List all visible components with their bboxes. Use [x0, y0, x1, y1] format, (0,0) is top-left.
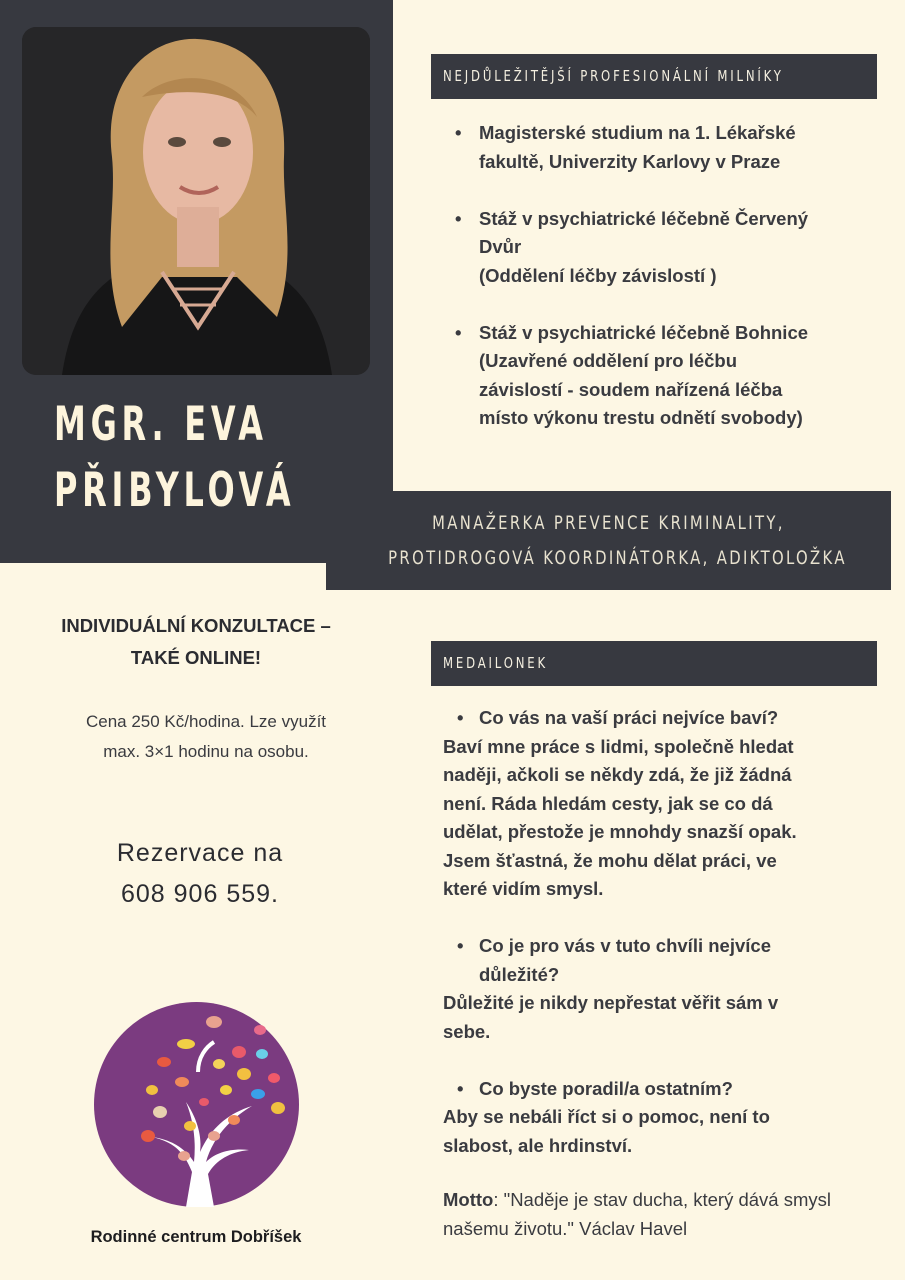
answer-line: Aby se nebáli říct si o pomoc, není to [443, 1106, 770, 1127]
name-line-2: PŘIBYLOVÁ [54, 463, 296, 518]
milestone-line: • Magisterské studium na 1. Lékařské [479, 122, 796, 143]
milestone-line: • Stáž v psychiatrické léčebně Bohnice [479, 321, 809, 343]
question [443, 1075, 883, 1104]
consultation-title [20, 610, 372, 674]
role-line-1: MANAŽERKA PREVENCE KRIMINALITY, [432, 512, 785, 534]
milestone-line: místo výkonu trestu odnětí svobody) [479, 407, 803, 428]
person-name [54, 392, 296, 524]
question-line: • Co byste poradil/a ostatním? [479, 1077, 733, 1099]
medailonek-header [431, 641, 877, 686]
milestones-header-text: NEJDŮLEŽITĚJŠÍ PROFESIONÁLNÍ MILNÍKY [443, 67, 784, 85]
answer-line: slabost, ale hrdinství. [443, 1134, 633, 1156]
answer [443, 989, 883, 1046]
milestones-list [452, 119, 872, 461]
question-line: důležité? [479, 963, 560, 985]
motto [443, 1186, 883, 1243]
answer-line: není. Ráda hledám cesty, jak se co dá [443, 792, 773, 814]
answer [443, 733, 883, 904]
answer-line: Důležité je nikdy nepřestat věřit sám v [443, 992, 779, 1013]
role-line-2: PROTIDROGOVÁ KOORDINÁTORKA, ADIKTOLOŽKA [388, 547, 847, 569]
answer-line: udělat, přestože je mnohdy snazší opak. [443, 821, 797, 842]
answer [443, 1103, 883, 1160]
answer-line: sebe. [443, 1020, 491, 1042]
person-role [326, 506, 891, 576]
price-line: Cena 250 Kč/hodina. Lze využít [85, 712, 327, 731]
milestone-line: Dvůr [479, 236, 522, 257]
list-item [452, 319, 872, 433]
motto-label: Motto [443, 1189, 494, 1210]
price-line: max. 3×1 hodinu na osobu. [103, 742, 309, 761]
answer-line: Jsem šťastná, že mohu dělat práci, ve [443, 849, 777, 871]
answer-line: naději, ačkoli se někdy zdá, že již žádná [443, 764, 792, 785]
organization-name: Rodinné centrum Dobříšek [90, 1228, 302, 1246]
consultation-title-line: INDIVIDUÁLNÍ KONZULTACE – [61, 615, 331, 636]
consultation-price [20, 707, 392, 767]
medailonek-header-text: MEDAILONEK [443, 654, 548, 672]
question [443, 704, 883, 733]
milestone-line: fakultě, Univerzity Karlovy v Praze [479, 150, 781, 172]
name-line-1: MGR. EVA [54, 397, 268, 452]
answer-line: Baví mne práce s lidmi, společně hledat [443, 735, 794, 757]
motto-text: : "Naděje je stav ducha, který dává smysl našemu životu." Václav Havel [443, 1189, 832, 1239]
milestone-line: (Oddělení léčby závislostí ) [479, 264, 717, 286]
organization-logo [94, 1002, 299, 1207]
consultation-title-line: TAKÉ ONLINE! [130, 647, 262, 668]
milestone-line: (Uzavřené oddělení pro léčbu [479, 350, 738, 371]
milestone-line: • Stáž v psychiatrické léčebně Červený [479, 207, 809, 229]
question-line: • Co je pro vás v tuto chvíli nejvíce [479, 935, 771, 956]
list-item [452, 205, 872, 291]
question-line: • Co vás na vaší práci nejvíce baví? [479, 707, 779, 728]
question [443, 932, 883, 989]
reservation [80, 833, 320, 915]
profile-photo [22, 27, 370, 375]
milestones-header [431, 54, 877, 99]
reservation-label: Rezervace na [116, 839, 284, 867]
answer-line: které vidím smysl. [443, 878, 604, 899]
list-item [452, 119, 872, 176]
milestone-line: závislostí - soudem nařízená léčba [479, 378, 783, 400]
phone-number: 608 906 559. [121, 880, 279, 908]
medailonek-body [443, 704, 883, 1189]
